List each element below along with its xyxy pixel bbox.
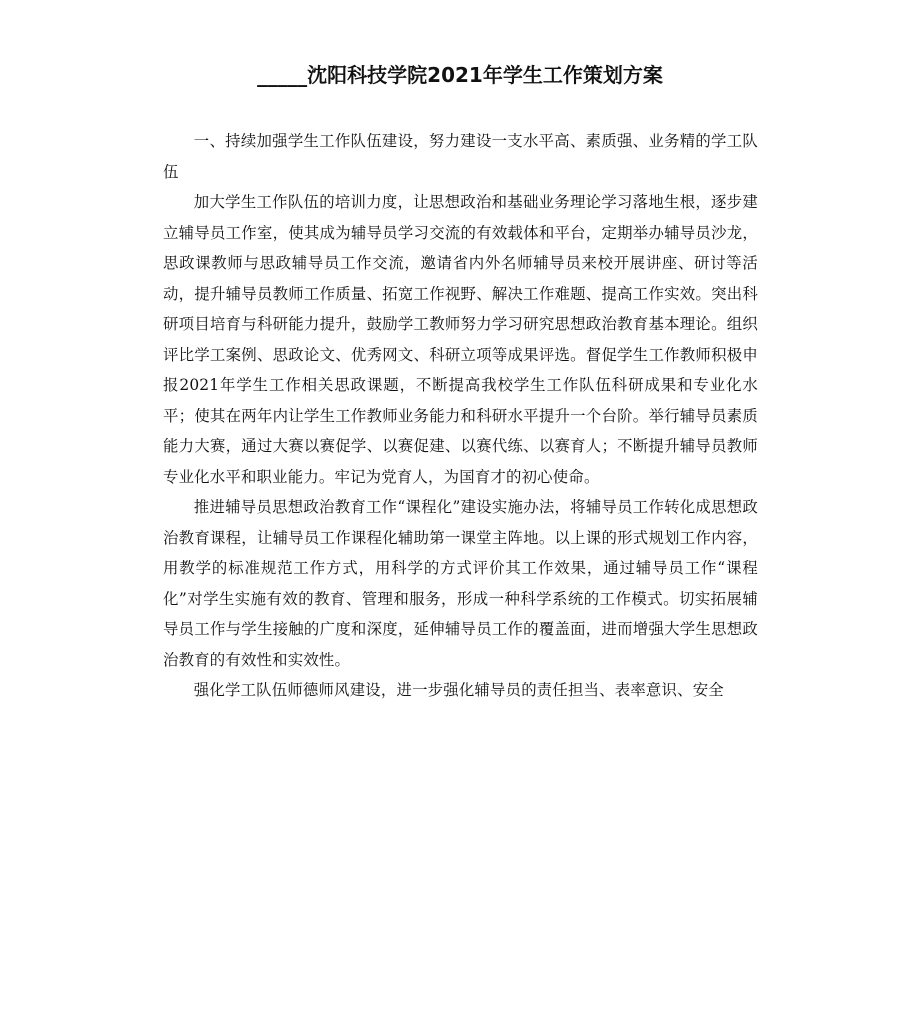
section-heading-paragraph: 一、持续加强学生工作队伍建设，努力建设一支水平高、素质强、业务精的学工队伍: [163, 132, 758, 181]
document-body: [163, 126, 758, 706]
body-paragraph-curriculum: 推进辅导员思想政治教育工作“课程化”建设实施办法，将辅导员工作转化成思想政治教育课程，让辅导员工作课程化辅助第一课堂主阵地。以上课的形式规划工作内容，用教学的标准规范工作方式，用科学的方式评价其工作效果，通过辅导员工作“课程化”对学生实施有效的教育、管理和服务，形成一种科学系统的工作模式。切实拓展辅导员工作与学生接触的广度和深度，延伸辅导员工作的覆盖面，进而增强大学生思想政治教育的有效性和实效性。: [163, 498, 758, 669]
document-title: _____沈阳科技学院2021年学生工作策划方案: [257, 63, 663, 87]
body-paragraph-ethics: 强化学工队伍师德师风建设，进一步强化辅导员的责任担当、表率意识、安全: [193, 681, 724, 699]
body-paragraph-training: 加大学生工作队伍的培训力度，让思想政治和基础业务理论学习落地生根，逐步建立辅导员工作室，使其成为辅导员学习交流的有效载体和平台，定期举办辅导员沙龙，思政课教师与思政辅导员工作交流，邀请省内外名师辅导员来校开展讲座、研讨等活动，提升辅导员教师工作质量、拓宽工作视野、解决工作难题、提高工作实效。突出科研项目培育与科研能力提升，鼓励学工教师努力学习研究思想政治教育基本理论。组织评比学工案例、思政论文、优秀网文、科研立项等成果评选。督促学生工作教师积极申报2021年学生工作相关思政课题，不断提高我校学生工作队伍科研成果和专业化水平；使其在两年内让学生工作教师业务能力和科研水平提升一个台阶。举行辅导员素质能力大赛，通过大赛以赛促学、以赛促建、以赛代练、以赛育人；不断提升辅导员教师专业化水平和职业能力。牢记为党育人，为国育才的初心使命。: [163, 193, 758, 486]
